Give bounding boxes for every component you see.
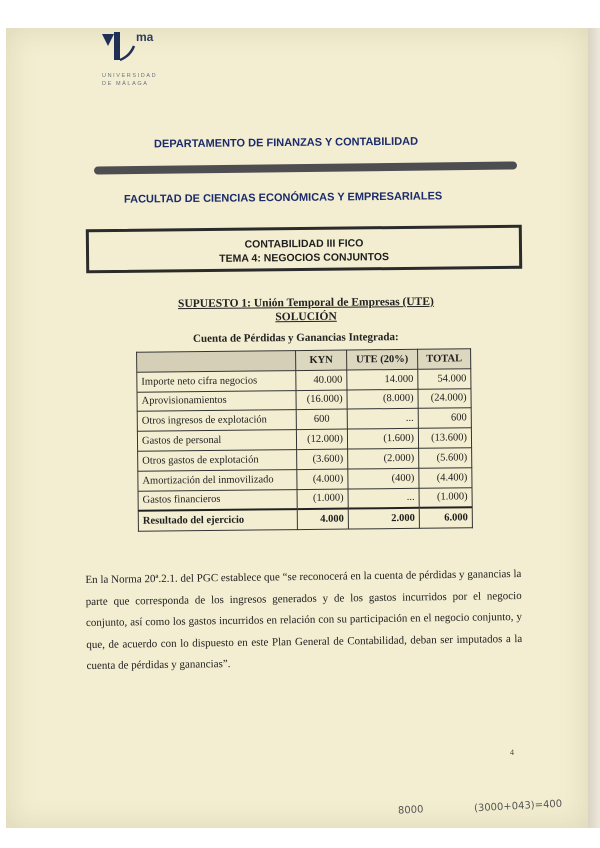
cell-total: (13.600) (418, 428, 471, 448)
department-title: DEPARTAMENTO DE FINANZAS Y CONTABILIDAD (153, 135, 419, 151)
logo-university-text: UNIVERSIDAD DE MÁLAGA (102, 73, 158, 87)
row-label: Otros gastos de explotación (138, 450, 297, 471)
exercise-title: SUPUESTO 1: Unión Temporal de Empresas (UTE) (177, 295, 434, 311)
header-ute: UTE (20%) (347, 349, 418, 370)
faculty-title: FACULTAD DE CIENCIAS ECONÓMICAS Y EMPRESARIALES (123, 190, 443, 206)
cell-total: 600 (418, 408, 471, 428)
cell-ute: ... (347, 409, 418, 430)
cell-ute: ... (348, 488, 419, 509)
income-statement-table (136, 348, 473, 532)
topic-name: TEMA 4: NEGOCIOS CONJUNTOS (219, 251, 390, 265)
table-caption: Cuenta de Pérdidas y Ganancias Integrada: (192, 331, 399, 345)
cell-ute: (2.000) (348, 448, 419, 469)
page-number: 4 (510, 748, 514, 757)
cell-total: (1.000) (419, 487, 472, 508)
result-label: Resultado del ejercicio (138, 509, 297, 531)
cell-kyn: (4.000) (297, 469, 348, 489)
result-kyn: 4.000 (297, 509, 348, 530)
cell-ute: (8.000) (347, 389, 418, 410)
course-name: CONTABILIDAD III FICO (244, 237, 364, 251)
cell-kyn: (1.000) (297, 489, 348, 510)
cell-total: (5.600) (419, 448, 472, 468)
cell-ute: 14.000 (347, 369, 418, 390)
cell-kyn: 600 (296, 409, 347, 429)
handwritten-note-right: (3000+043)=400 (473, 798, 563, 815)
row-label: Aprovisionamientos (137, 390, 296, 411)
exercise-heading (170, 295, 442, 325)
exercise-subtitle: SOLUCIÓN (275, 310, 337, 324)
cell-ute: (1.600) (347, 428, 418, 449)
cell-kyn: 40.000 (296, 370, 347, 390)
course-box (86, 225, 522, 274)
row-label: Importe neto cifra negocios (137, 370, 296, 391)
header-kyn: KYN (296, 350, 347, 370)
logo-superscript: ma (136, 30, 154, 44)
cell-kyn: (3.600) (297, 449, 348, 469)
cell-total: 54.000 (418, 369, 471, 389)
header-total: TOTAL (418, 349, 471, 369)
cell-kyn: (16.000) (296, 390, 347, 410)
cell-total: (24.000) (418, 388, 471, 408)
result-ute: 2.000 (348, 508, 419, 529)
row-label: Gastos financieros (138, 489, 297, 511)
cell-ute: (400) (348, 468, 419, 489)
row-label: Otros ingresos de explotación (137, 410, 296, 431)
cell-kyn: (12.000) (296, 429, 347, 449)
header-blank-cell (137, 351, 296, 372)
result-row (138, 508, 472, 532)
result-total: 6.000 (419, 508, 472, 529)
row-label: Amortización del inmovilizado (138, 469, 297, 490)
cell-total: (4.400) (419, 468, 472, 488)
page-edge (588, 28, 600, 828)
handwritten-note-left: 8000 (397, 804, 424, 817)
row-label: Gastos de personal (137, 430, 296, 451)
explanation-paragraph: En la Norma 20ª.2.1. del PGC establece que “se reconocerá en la cuenta de pérdidas y ganancias la parte que corresponda de los ingresos generados y de los gastos incurridos por el negocio conjunto, así como los gastos incurridos en relación con su participación en el negocio conjunto, y que, de acuerdo con lo dispuesto en este Plan General de Contabilidad, deban ser imputados a la cuenta de pérdidas y ganancias”. (85, 567, 523, 673)
uma-logo-icon (100, 32, 136, 62)
